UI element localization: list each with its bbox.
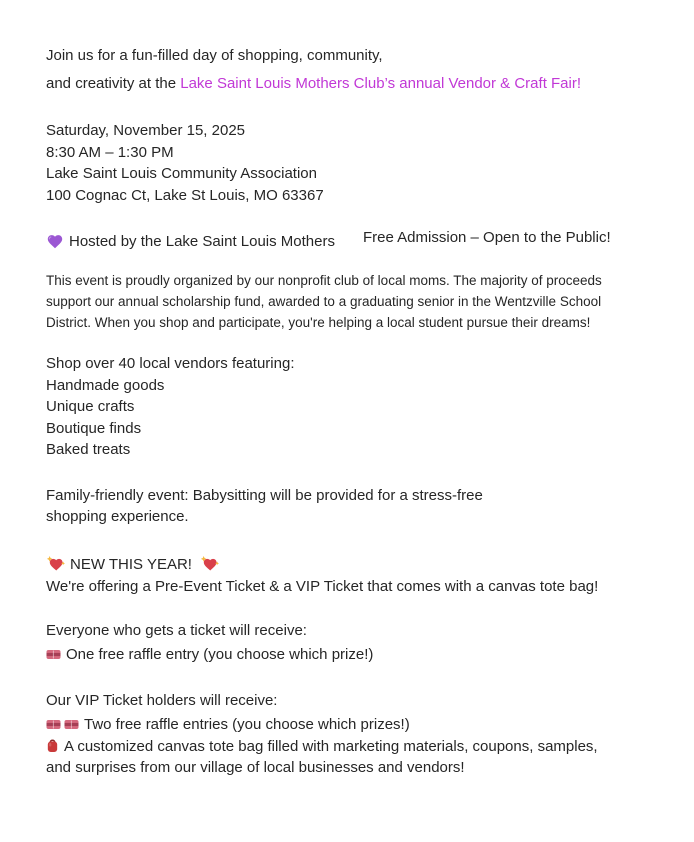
vip-perk1-text: Two free raffle entries (you choose which prizes!) <box>84 716 410 733</box>
everyone-perks-section <box>46 620 676 666</box>
ticket-icon <box>64 719 79 730</box>
new-this-year-description: We're offering a Pre-Event Ticket & a VIP Ticket that comes with a canvas tote bag! <box>46 577 599 595</box>
event-date: Saturday, November 15, 2025 <box>46 122 246 139</box>
event-address: 100 Cognac Ct, Lake St Louis, MO 63367 <box>46 186 324 204</box>
everyone-perk-text: One free raffle entry (you choose which prize!) <box>66 646 374 663</box>
hosted-row <box>46 231 676 253</box>
event-title-highlight: Lake Saint Louis Mothers Club’s annual Vendor & Craft Fair! <box>180 75 582 92</box>
family-line: Family-friendly event: Babysitting will be provided for a stress-free <box>46 486 483 504</box>
vip-heading: Our VIP Ticket holders will receive: <box>46 691 278 709</box>
about-line: support our annual scholarship fund, awarded to a graduating senior in the Wentzville School <box>46 294 602 309</box>
new-this-year-title-row <box>46 554 676 576</box>
vendor-item: Boutique finds <box>46 419 142 437</box>
event-details <box>46 120 676 206</box>
new-this-year-title: NEW THIS YEAR! <box>70 555 192 573</box>
purple-heart-icon <box>46 233 64 249</box>
about-line: This event is proudly organized by our nonprofit club of local moms. The majority of proceeds <box>46 273 602 288</box>
everyone-heading: Everyone who gets a ticket will receive: <box>46 621 307 639</box>
family-friendly-paragraph <box>46 485 676 528</box>
intro-paragraph <box>46 42 676 98</box>
hosted-text: Hosted by the Lake Saint Louis Mothers <box>69 233 335 250</box>
sparkling-heart-icon <box>46 555 65 572</box>
ticket-icon <box>46 719 61 730</box>
vip-perk2-line2: and surprises from our village of local businesses and vendors! <box>46 759 465 776</box>
free-admission-text: Free Admission – Open to the Public! <box>363 229 611 246</box>
vendors-heading: Shop over 40 local vendors featuring: <box>46 355 295 372</box>
about-line: District. When you shop and participate, you're helping a local student pursue their dreams! <box>46 315 591 330</box>
everyone-perk-row <box>46 644 676 666</box>
vendor-item: Unique crafts <box>46 398 135 415</box>
vip-perk1-row <box>46 714 676 736</box>
sparkling-heart-icon <box>200 555 219 572</box>
intro-line2-prefix: and creativity at the <box>46 75 181 92</box>
vip-perk2-row <box>46 736 676 779</box>
family-line: shopping experience. <box>46 508 189 525</box>
event-venue: Lake Saint Louis Community Association <box>46 165 317 182</box>
event-time: 8:30 AM – 1:30 PM <box>46 143 174 161</box>
vendor-item: Handmade goods <box>46 376 165 394</box>
ticket-icon <box>46 649 61 660</box>
vip-perks-section <box>46 690 676 779</box>
about-paragraph <box>46 270 676 333</box>
vip-perk2-line1: A customized canvas tote bag filled with marketing materials, coupons, samples, <box>64 737 598 755</box>
vendors-section <box>46 353 676 461</box>
intro-line1: Join us for a fun-filled day of shopping, community, <box>46 47 383 64</box>
new-this-year-section <box>46 554 676 598</box>
tote-bag-icon <box>46 737 59 753</box>
vendor-item: Baked treats <box>46 441 131 458</box>
